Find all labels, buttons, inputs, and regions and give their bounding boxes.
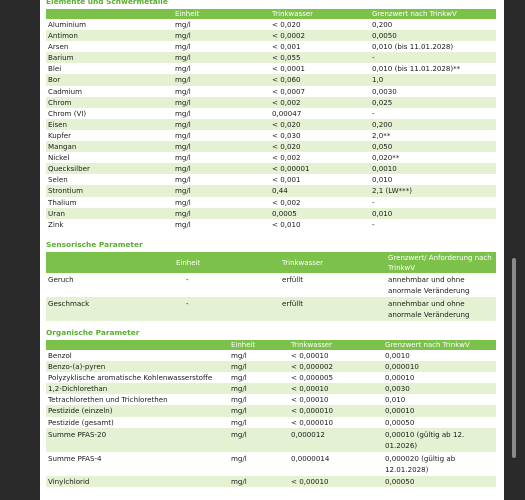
table-cell: 0,0050	[370, 30, 496, 41]
table-row	[46, 417, 496, 428]
table-row	[46, 383, 496, 394]
table-cell: < 0,010	[272, 219, 301, 229]
table-cell: -	[372, 197, 375, 207]
table-cell: < 0,0002	[266, 30, 370, 41]
table-cell: Antimon	[46, 30, 161, 41]
table-cell: Selen	[48, 175, 68, 185]
table-cell: mg/l	[221, 383, 283, 394]
table-cell: < 0,002	[272, 197, 301, 207]
table-cell: mg/l	[221, 476, 283, 487]
table-cell: Benzo-(a)-pyren	[46, 361, 221, 372]
table-cell: mg/l	[175, 86, 191, 96]
header-cell: Grenzwert/ Anforderung nach TrinkwV	[386, 252, 496, 273]
table-cell: < 0,00001	[266, 163, 370, 174]
table-cell: mg/l	[161, 141, 266, 152]
table-row	[46, 197, 496, 208]
header-cell	[46, 340, 221, 350]
table-cell: Chrom (VI)	[48, 108, 87, 118]
table-cell: Zink	[48, 219, 64, 229]
table-cell: annehmbar und ohne anormale Veränderung	[388, 275, 470, 295]
table-cell: Aluminium	[48, 20, 87, 29]
table-cell: Quecksilber	[46, 163, 161, 174]
table-cell: 0,00047	[272, 108, 302, 118]
table-row	[46, 119, 496, 130]
table-cell: mg/l	[175, 175, 191, 185]
table-cell: -	[372, 219, 375, 229]
table-cell: Benzol	[48, 351, 72, 360]
table-cell: < 0,00010	[291, 395, 329, 405]
table-cell: Cadmium	[48, 86, 83, 96]
table-cell: mg/l	[231, 373, 247, 383]
table-cell: 0,010 (bis 11.01.2028)	[372, 42, 454, 52]
table-header	[46, 9, 496, 19]
table-row	[46, 219, 496, 230]
table-cell: 2,1 (LW***)	[370, 185, 496, 196]
table-cell: Tetrachlorethen und Trichlorethen	[48, 395, 168, 405]
table-cell: < 0,020	[266, 119, 370, 130]
table-cell: mg/l	[175, 197, 191, 207]
table-cell: Geschmack	[46, 297, 126, 321]
table-cell: erfüllt	[282, 275, 303, 284]
table-cell: < 0,000002	[283, 361, 383, 372]
table-cell: < 0,000010	[291, 417, 334, 427]
table-cell: 0,0010	[385, 351, 410, 360]
table-row	[46, 19, 496, 30]
table-row	[46, 86, 496, 97]
table-row	[46, 30, 496, 41]
table-row	[46, 394, 496, 405]
table-row	[46, 273, 496, 297]
table-cell: Summe PFAS-4	[48, 453, 102, 463]
table-cell: Eisen	[46, 119, 161, 130]
table-cell: annehmbar und ohne anormale Veränderung	[386, 297, 496, 321]
header-cell: Grenzwert nach TrinkwV	[370, 9, 496, 19]
table-cell: mg/l	[175, 108, 191, 118]
table-row	[46, 185, 496, 196]
table-cell: -	[186, 275, 189, 284]
table-cell: Blei	[48, 64, 62, 74]
table-cell: Geruch	[48, 275, 74, 284]
table-cell: 0,200	[370, 119, 496, 130]
table-cell: 0,0030	[383, 383, 496, 394]
table-cell: < 0,00010	[283, 383, 383, 394]
table-cell: 1,2-Dichlorethan	[46, 383, 221, 394]
table-row	[46, 428, 496, 452]
table-row	[46, 52, 496, 63]
table-cell: 0,00050	[385, 417, 415, 427]
table-cell: 0,200	[372, 20, 393, 29]
table-cell: Arsen	[48, 42, 69, 52]
table-elements	[46, 9, 496, 230]
table-cell: 0,00010 (gültig ab 12. 01.2026)	[383, 428, 496, 452]
table-cell: < 0,001	[272, 42, 301, 52]
header-cell: Trinkwasser	[283, 340, 383, 350]
table-cell: Thalium	[48, 197, 77, 207]
table-cell: mg/l	[175, 20, 191, 29]
table-cell: Barium	[46, 52, 161, 63]
table-cell: < 0,00010	[283, 476, 383, 487]
table-cell: < 0,001	[272, 175, 301, 185]
table-cell: 1,0	[370, 74, 496, 85]
table-cell: < 0,000005	[291, 373, 334, 383]
section-title-organic: Organische Parameter	[46, 328, 140, 337]
table-row	[46, 130, 496, 141]
table-cell: 0,00010	[385, 373, 415, 383]
table-row	[46, 174, 496, 185]
document-page	[40, 0, 504, 500]
table-row	[46, 63, 496, 74]
table-cell: mg/l	[175, 219, 191, 229]
table-cell: mg/l	[221, 405, 283, 416]
table-cell: 0,020**	[372, 153, 400, 163]
header-cell: Trinkwasser	[276, 252, 386, 273]
table-cell: mg/l	[161, 74, 266, 85]
table-cell: mg/l	[175, 42, 191, 52]
table-cell: mg/l	[231, 395, 247, 405]
table-cell: < 0,055	[266, 52, 370, 63]
table-cell: Pestizide (einzeln)	[46, 405, 221, 416]
table-sensory	[46, 252, 496, 321]
table-cell: 0,000010	[383, 361, 496, 372]
table-cell: 0,0000014	[291, 453, 330, 463]
header-cell	[46, 252, 126, 273]
table-cell: < 0,002	[266, 97, 370, 108]
table-cell: Pestizide (gesamt)	[48, 417, 114, 427]
table-cell: -	[370, 52, 496, 63]
table-cell: < 0,002	[272, 153, 301, 163]
table-organic	[46, 340, 496, 487]
table-row	[46, 97, 496, 108]
table-cell: < 0,0007	[272, 86, 306, 96]
table-row	[46, 361, 496, 372]
table-cell: mg/l	[161, 163, 266, 174]
table-cell: 2,0**	[372, 130, 391, 140]
table-cell: mg/l	[231, 453, 247, 463]
table-cell: 0,00010	[383, 405, 496, 416]
table-cell: Mangan	[46, 141, 161, 152]
table-cell: mg/l	[161, 52, 266, 63]
table-cell: Strontium	[46, 185, 161, 196]
table-cell: Uran	[46, 208, 161, 219]
table-row	[46, 350, 496, 361]
table-cell: mg/l	[161, 208, 266, 219]
table-header	[46, 340, 496, 350]
table-cell: Kupfer	[48, 130, 72, 140]
table-cell: erfüllt	[276, 297, 386, 321]
section-title-sensory: Sensorische Parameter	[46, 240, 143, 249]
table-cell: mg/l	[231, 417, 247, 427]
table-cell: -	[372, 108, 375, 118]
table-cell: 0,0030	[372, 86, 397, 96]
table-cell: < 0,020	[266, 141, 370, 152]
table-cell: -	[126, 297, 276, 321]
table-row	[46, 372, 496, 383]
table-cell: 0,00050	[383, 476, 496, 487]
table-cell: mg/l	[161, 119, 266, 130]
table-cell: 0,010	[370, 208, 496, 219]
table-cell: 0,025	[370, 97, 496, 108]
table-row	[46, 41, 496, 52]
table-cell: Polyzyklische aromatische Kohlenwasserstoffe	[48, 373, 213, 383]
table-cell: < 0,0001	[272, 64, 306, 74]
table-cell: mg/l	[175, 64, 191, 74]
scrollbar-thumb[interactable]	[512, 258, 516, 458]
table-cell: mg/l	[221, 428, 283, 452]
table-row	[46, 208, 496, 219]
table-cell: Bor	[46, 74, 161, 85]
header-cell: Trinkwasser	[266, 9, 370, 19]
header-cell: Grenzwert nach TrinkwV	[383, 340, 496, 350]
table-row	[46, 476, 496, 487]
table-cell: < 0,030	[272, 130, 301, 140]
table-cell: Summe PFAS-20	[46, 428, 221, 452]
table-cell: 0,000012	[283, 428, 383, 452]
table-cell: 0,000020 (gültig ab 12.01.2028)	[385, 453, 456, 474]
table-cell: mg/l	[175, 130, 191, 140]
table-cell: mg/l	[175, 153, 191, 163]
table-cell: 0,010 (bis 11.01.2028)**	[372, 64, 461, 74]
header-cell	[46, 9, 161, 19]
table-cell: Vinylchlorid	[46, 476, 221, 487]
table-cell: 0,010	[372, 175, 393, 185]
table-cell: 0,010	[385, 395, 406, 405]
table-row	[46, 141, 496, 152]
table-row	[46, 163, 496, 174]
section-title-elements: Elemente und Schwermetalle	[46, 0, 168, 6]
table-cell: Nickel	[48, 153, 70, 163]
table-row	[46, 152, 496, 163]
header-cell: Einheit	[161, 9, 266, 19]
table-cell: 0,44	[266, 185, 370, 196]
header-cell: Einheit	[126, 252, 276, 273]
table-cell: < 0,060	[266, 74, 370, 85]
table-cell: 0,0010	[370, 163, 496, 174]
table-cell: < 0,000010	[283, 405, 383, 416]
table-cell: mg/l	[161, 30, 266, 41]
table-cell: < 0,00010	[291, 351, 329, 360]
table-header	[46, 252, 496, 273]
table-row	[46, 452, 496, 476]
table-cell: mg/l	[221, 361, 283, 372]
header-cell: Einheit	[221, 340, 283, 350]
table-cell: mg/l	[161, 97, 266, 108]
table-cell: mg/l	[231, 351, 247, 360]
table-cell: mg/l	[161, 185, 266, 196]
table-row	[46, 108, 496, 119]
table-cell: 0,050	[370, 141, 496, 152]
table-cell: < 0,020	[272, 20, 301, 29]
table-row	[46, 405, 496, 416]
table-row	[46, 297, 496, 321]
table-cell: 0,0005	[266, 208, 370, 219]
table-row	[46, 74, 496, 85]
table-cell: Chrom	[46, 97, 161, 108]
